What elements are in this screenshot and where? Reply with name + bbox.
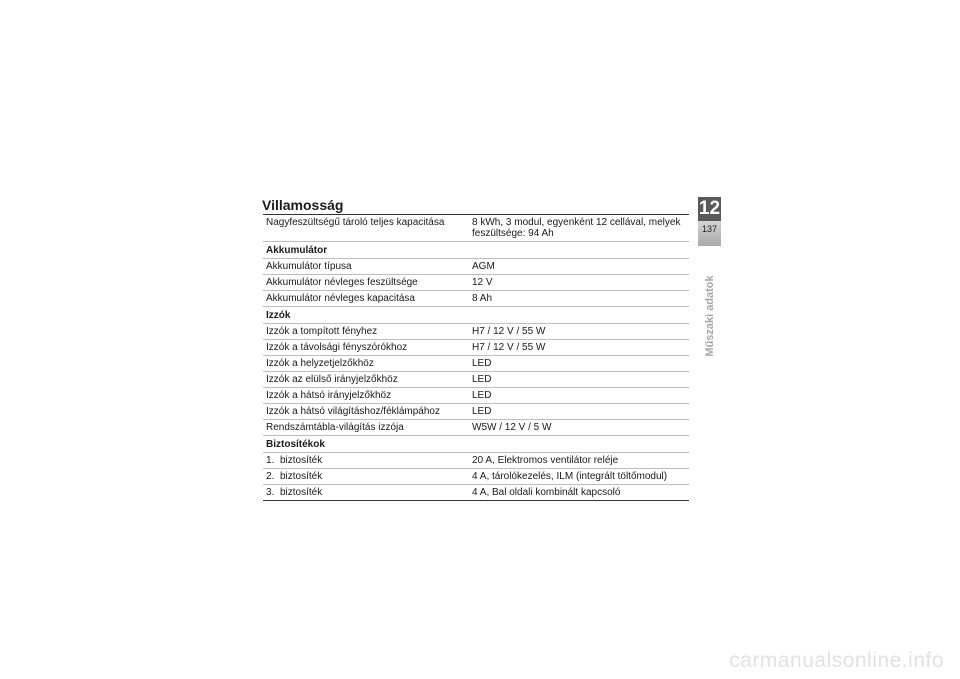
table-row (263, 259, 689, 275)
row-label: Nagyfeszültségű tároló teljes kapacitása (263, 215, 469, 242)
spec-table (263, 214, 689, 501)
row-value: H7 / 12 V / 55 W (469, 324, 689, 340)
table-row (263, 215, 689, 242)
row-label (263, 469, 469, 485)
row-label: Akkumulátor típusa (263, 259, 469, 275)
row-label: Izzók a távolsági fényszórókhoz (263, 340, 469, 356)
row-value: 4 A, Bal oldali kombinált kapcsoló (469, 485, 689, 501)
fuse-label: biztosíték (280, 455, 323, 466)
fuse-number: 1. (266, 455, 275, 466)
table-row (263, 453, 689, 469)
row-value: LED (469, 404, 689, 420)
section-title: Villamosság (262, 197, 344, 213)
row-label (263, 453, 469, 469)
row-value: 4 A, tárolókezelés, ILM (integrált töltőmodul) (469, 469, 689, 485)
group-row (263, 436, 689, 453)
row-value: AGM (469, 259, 689, 275)
table-row (263, 340, 689, 356)
group-heading: Biztosítékok (263, 436, 689, 453)
table-row (263, 420, 689, 436)
table-row (263, 324, 689, 340)
row-value: 8 Ah (469, 291, 689, 307)
row-label: Izzók az elülső irányjelzőkhöz (263, 372, 469, 388)
row-label: Izzók a helyzetjelzőkhöz (263, 356, 469, 372)
row-value: W5W / 12 V / 5 W (469, 420, 689, 436)
row-value: 8 kWh, 3 modul, egyenként 12 cellával, melyek feszültsége: 94 Ah (469, 215, 689, 242)
row-value: 20 A, Elektromos ventilátor reléje (469, 453, 689, 469)
row-label: Izzók a hátsó világításhoz/féklámpához (263, 404, 469, 420)
watermark: carmanualsonline.info (729, 649, 944, 672)
group-heading: Izzók (263, 307, 689, 324)
row-value: LED (469, 372, 689, 388)
table-row (263, 291, 689, 307)
fuse-number: 3. (266, 487, 275, 498)
row-value: H7 / 12 V / 55 W (469, 340, 689, 356)
table-row (263, 469, 689, 485)
fuse-number: 2. (266, 471, 275, 482)
chapter-number: 12 (698, 198, 721, 219)
row-label: Rendszámtábla-világítás izzója (263, 420, 469, 436)
table-row (263, 388, 689, 404)
row-label: Izzók a hátsó irányjelzőkhöz (263, 388, 469, 404)
row-value: 12 V (469, 275, 689, 291)
row-label: Izzók a tompított fényhez (263, 324, 469, 340)
table-row (263, 404, 689, 420)
table-row (263, 485, 689, 501)
table-row (263, 356, 689, 372)
group-heading: Akkumulátor (263, 242, 689, 259)
fuse-label: biztosíték (280, 487, 323, 498)
row-value: LED (469, 388, 689, 404)
chapter-tab (698, 197, 721, 246)
page-number: 137 (701, 224, 718, 234)
group-row (263, 242, 689, 259)
row-label: Akkumulátor névleges kapacitása (263, 291, 469, 307)
row-value: LED (469, 356, 689, 372)
chapter-side-label: Műszaki adatok (704, 275, 716, 357)
group-row (263, 307, 689, 324)
table-row (263, 275, 689, 291)
row-label (263, 485, 469, 501)
table-row (263, 372, 689, 388)
fuse-label: biztosíték (280, 471, 323, 482)
row-label: Akkumulátor névleges feszültsége (263, 275, 469, 291)
